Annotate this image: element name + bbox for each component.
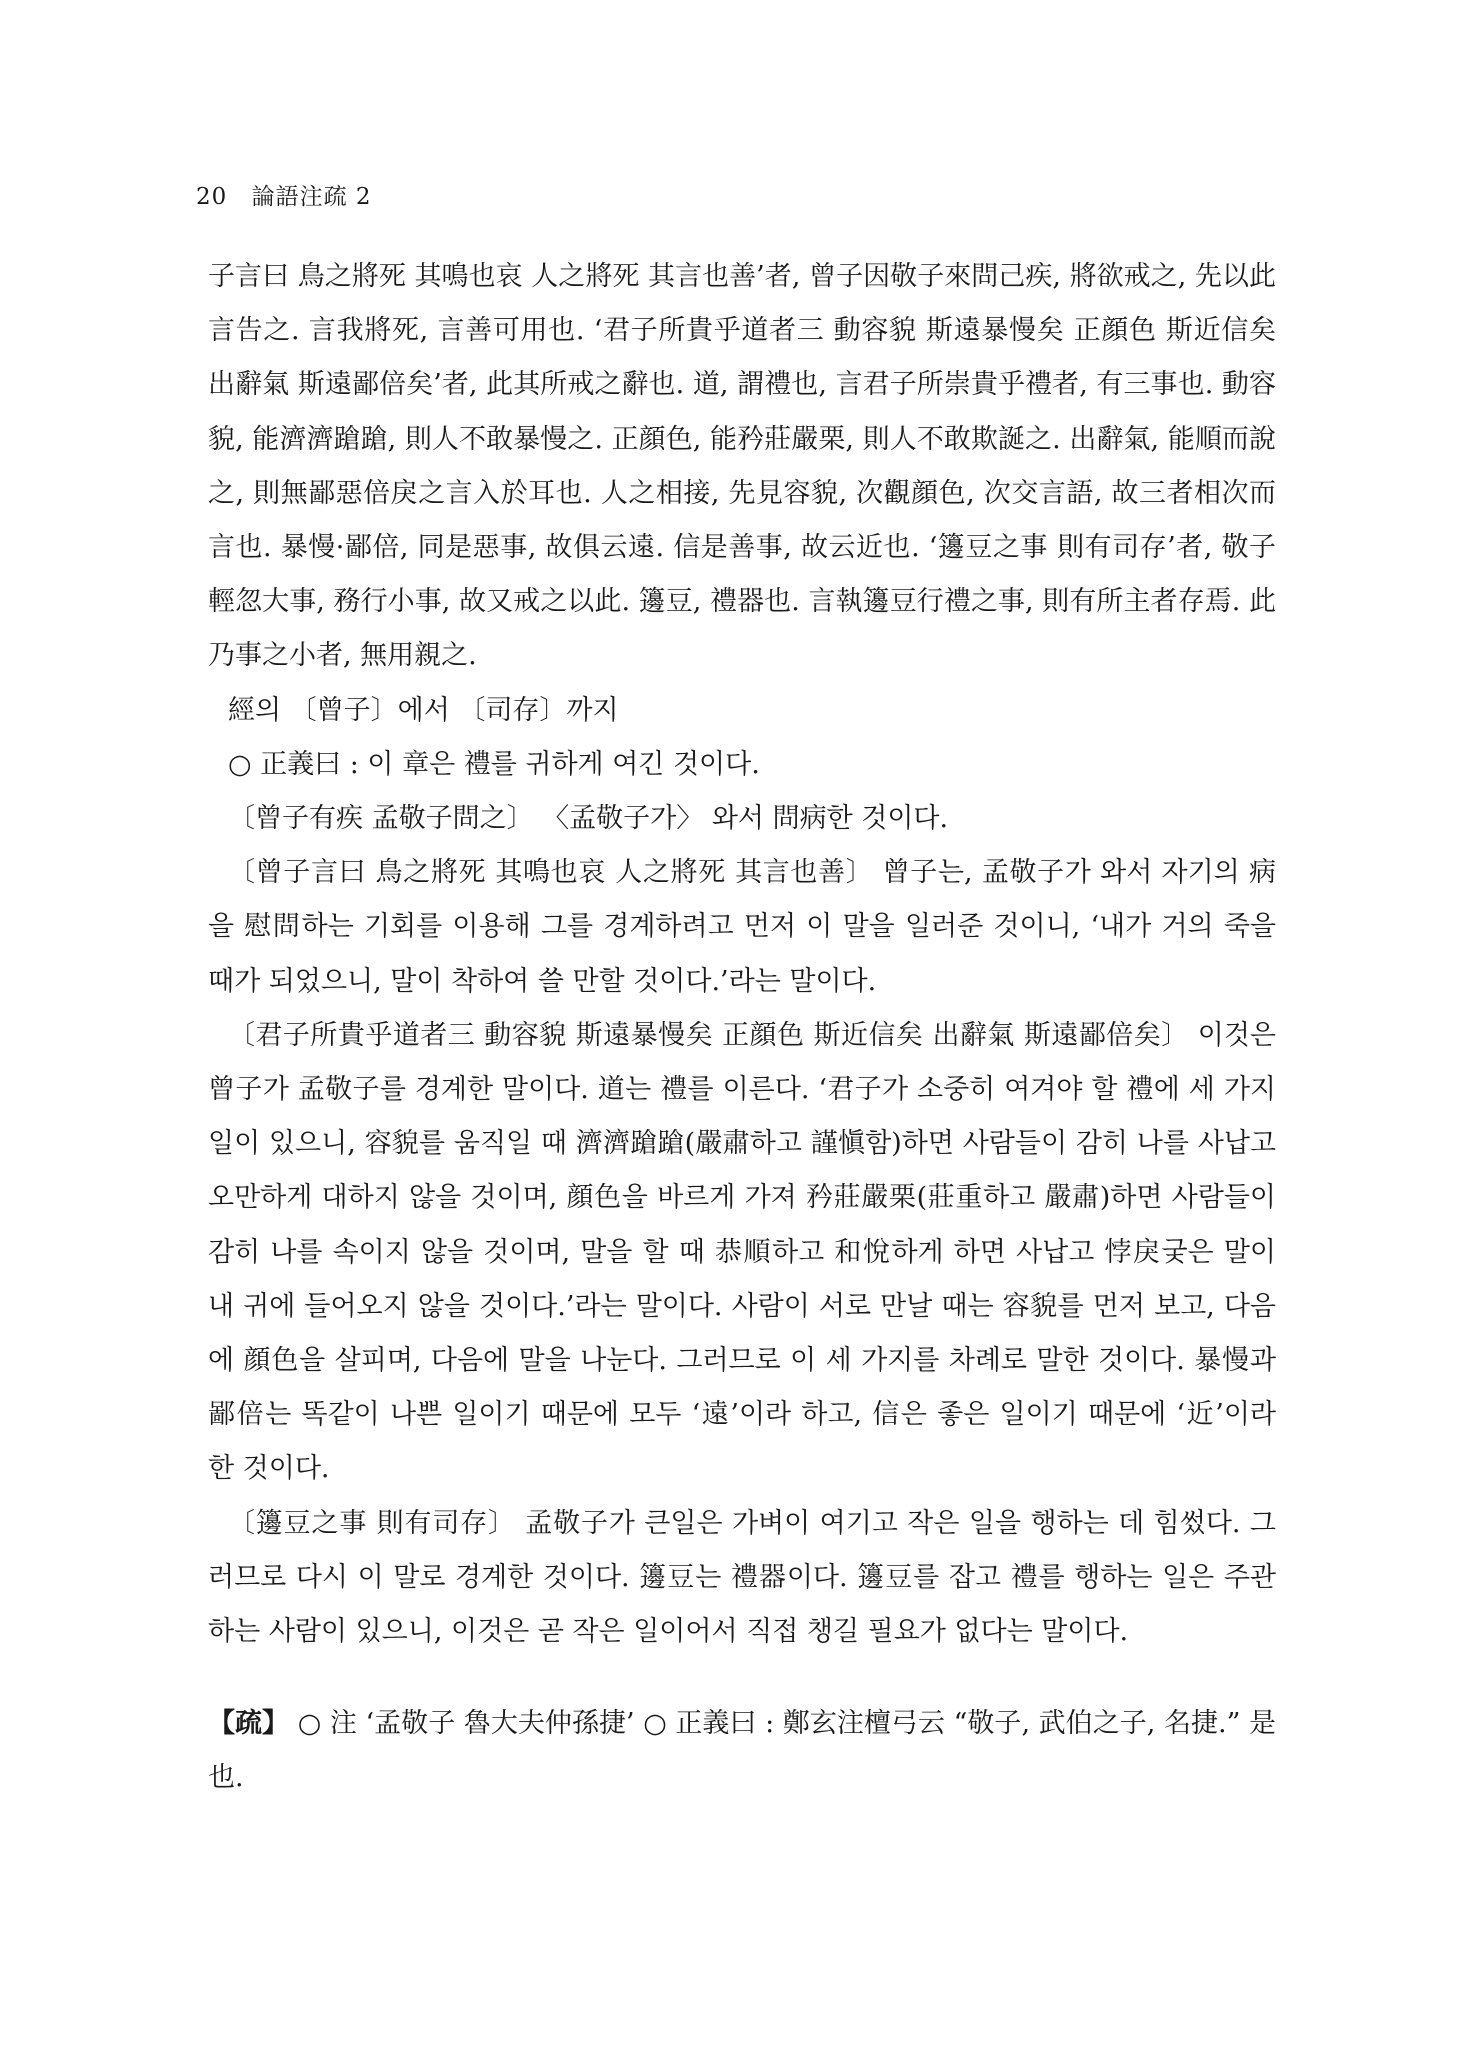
section-gap — [208, 1659, 1276, 1697]
sub-commentary-tag: 【疏】 — [208, 1708, 290, 1740]
translation-paragraph: 〔曾子有疾 孟敬子問之〕 〈孟敬子가〉 와서 問病한 것이다. — [228, 803, 949, 835]
translation-label: 經의 〔曾子〕에서 〔司存〕까지 — [228, 694, 619, 726]
commentary-paragraph: 子言曰 鳥之將死 其鳴也哀 人之將死 其言也善’者, 曾子因敬子來問己疾, 將欲戒之, 先以此言告之. 言我將死, 言善可用也. ‘君子所貴乎道者三 動容貌 斯遠暴慢矣 正顔色 斯近信矣 出辭氣 斯遠鄙倍矣’者, 此其所戒之辭也. 道, 謂禮也, 言君子所崇貴乎禮者, 有三事也. 動容貌, 能濟濟蹌蹌, 則人不敢暴慢之. 正顔色, 能矜莊嚴栗, 則人不敢欺誕之. 出辭氣, 能順而說之, 則無鄙惡倍戾之言入於耳也. 人之相接, 先見容貌, 次觀顔色, 次交言語, 故三者相次而言也. 暴慢·鄙倍, 同是惡事, 故俱云遠. 信是善事, 故云近也. ‘籩豆之事 則有司存’者, 敬子輕忽大事, 務行小事, 故又戒之以此. 籩豆, 禮器也. 言執籩豆行禮之事, 則有所主者存焉. 此乃事之小者, 無用親之. — [208, 261, 1276, 672]
sub-commentary-text: ○ 注 ‘孟敬子 魯大夫仲孫捷’ ○ 正義曰 : 鄭玄注檀弓云 “敬子, 武伯之子, 名捷.” 是也. — [208, 1708, 1276, 1794]
sub-commentary-paragraph — [208, 1697, 1276, 1805]
translation-paragraph: 〔君子所貴乎道者三 動容貌 斯遠暴慢矣 正顔色 斯近信矣 出辭氣 斯遠鄙倍矣〕 이것은 曾子가 孟敬子를 경계한 말이다. 道는 禮를 이른다. ‘君子가 소중히 여겨야 할 禮에 세 가지 일이 있으니, 容貌를 움직일 때 濟濟蹌蹌(嚴肅하고 謹愼함)하면 사람들이 감히 나를 사납고 오만하게 대하지 않을 것이며, 顔色을 바르게 가져 矜莊嚴栗(莊重하고 嚴肅)하면 사람들이 감히 나를 속이지 않을 것이며, 말을 할 때 恭順하고 和悅하게 하면 사납고 悖戾궂은 말이 내 귀에 들어오지 않을 것이다.’라는 말이다. 사람이 서로 만날 때는 容貌를 먼저 보고, 다음에 顔色을 살피며, 다음에 말을 나눈다. 그러므로 이 세 가지를 차례로 말한 것이다. 暴慢과 鄙倍는 똑같이 나쁜 일이기 때문에 모두 ‘遠’이라 하고, 信은 좋은 일이기 때문에 ‘近’이라 한 것이다. — [208, 1019, 1276, 1485]
page-number: 20 — [196, 184, 228, 210]
page-body — [208, 250, 1276, 1806]
translation-paragraph: ○ 正義曰 : 이 章은 禮를 귀하게 여긴 것이다. — [228, 748, 760, 780]
page-header — [196, 178, 372, 211]
book-title: 論語注疏 2 — [251, 184, 372, 210]
translation-paragraph: 〔曾子言曰 鳥之將死 其鳴也哀 人之將死 其言也善〕 曾子는, 孟敬子가 와서 자기의 病을 慰問하는 기회를 이용해 그를 경계하려고 먼저 이 말을 일러준 것이니, ‘내가 거의 죽을 때가 되었으니, 말이 착하여 쓸 만할 것이다.’라는 말이다. — [208, 857, 1276, 997]
translation-paragraph: 〔籩豆之事 則有司存〕 孟敬子가 큰일은 가벼이 여기고 작은 일을 행하는 데 힘썼다. 그러므로 다시 이 말로 경계한 것이다. 籩豆는 禮器이다. 籩豆를 잡고 禮를 행하는 일은 주관하는 사람이 있으니, 이것은 곧 작은 일이어서 직접 챙길 필요가 없다는 말이다. — [208, 1507, 1276, 1648]
